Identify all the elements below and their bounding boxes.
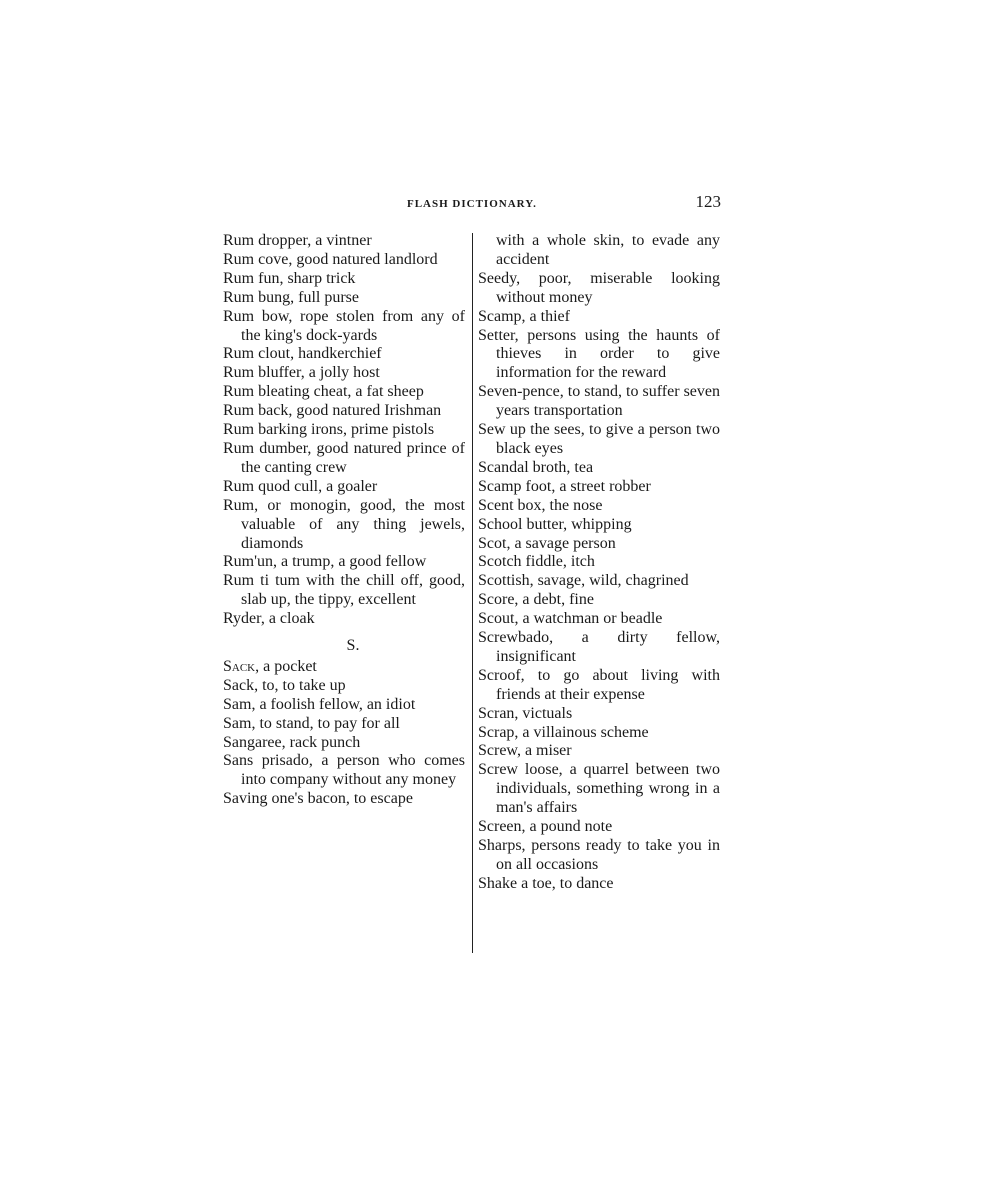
dictionary-entry: Seedy, poor, miserable looking without money <box>478 269 720 306</box>
dictionary-entry: Sam, to stand, to pay for all <box>223 714 400 732</box>
dictionary-entry: Seven-pence, to stand, to suffer seven years transportation <box>478 383 720 420</box>
dictionary-entry: Rum cove, good natured landlord <box>223 250 438 268</box>
dictionary-entry: School butter, whipping <box>478 515 632 533</box>
dictionary-entry: Screw, a miser <box>478 742 572 760</box>
dictionary-entry: Ryder, a cloak <box>223 610 315 628</box>
column-divider <box>472 233 473 953</box>
dictionary-entry: Setter, persons using the haunts of thieves in order to give information for the reward <box>478 326 720 382</box>
section-heading: S. <box>346 637 360 655</box>
left-column <box>223 232 465 809</box>
entry-headword: Sack <box>223 657 256 675</box>
dictionary-entry <box>223 658 465 677</box>
dictionary-entry: Scrap, a villainous scheme <box>478 723 649 741</box>
dictionary-entry: Rum dropper, a vintner <box>223 232 372 249</box>
dictionary-entry: with a whole skin, to evade any accident <box>496 232 720 268</box>
dictionary-entry: Rum fun, sharp trick <box>223 269 356 287</box>
dictionary-entry: Scamp, a thief <box>478 307 570 325</box>
running-head <box>225 192 721 220</box>
dictionary-entry: Screwbado, a dirty fellow, insignificant <box>478 629 720 665</box>
dictionary-entry: Scamp foot, a street robber <box>478 477 651 495</box>
dictionary-entry: Rum barking irons, prime pistols <box>223 421 435 439</box>
dictionary-entry: Rum bleating cheat, a fat sheep <box>223 383 424 401</box>
dictionary-entry: Rum dumber, good natured prince of the canting crew <box>223 439 465 476</box>
dictionary-entry: Rum clout, handkerchief <box>223 345 382 363</box>
dictionary-entry: Scottish, savage, wild, chagrined <box>478 572 689 590</box>
dictionary-entry: Scent box, the nose <box>478 496 603 514</box>
dictionary-entry: Sack, to, to take up <box>223 676 346 694</box>
dictionary-entry: Shake a toe, to dance <box>478 874 614 892</box>
dictionary-entry: Rum back, good natured Irishman <box>223 402 442 420</box>
dictionary-entry: Sangaree, rack punch <box>223 733 361 751</box>
running-title: FLASH DICTIONARY. <box>407 198 537 210</box>
dictionary-entry: Rum bow, rope stolen from any of the king's dock-yards <box>223 307 465 344</box>
dictionary-entry: Scot, a savage person <box>478 534 616 552</box>
dictionary-entry: Sharps, persons ready to take you in on all occasions <box>478 837 720 873</box>
dictionary-entry: Rum'un, a trump, a good fellow <box>223 553 427 571</box>
dictionary-entry: Score, a debt, fine <box>478 591 594 609</box>
dictionary-entry: Scout, a watchman or beadle <box>478 610 663 628</box>
dictionary-entry: Sam, a foolish fellow, an idiot <box>223 695 416 713</box>
dictionary-entry: Scran, victuals <box>478 704 573 722</box>
dictionary-entry: Rum quod cull, a goaler <box>223 477 378 495</box>
dictionary-entry: Scandal broth, tea <box>478 458 594 476</box>
dictionary-entry: Scroof, to go about living with friends at their expense <box>478 666 720 703</box>
dictionary-entry: Rum ti tum with the chill off, good, slab up, the tippy, excellent <box>223 572 465 609</box>
page-number: 123 <box>695 192 721 211</box>
dictionary-entry: Rum bluffer, a jolly host <box>223 364 380 382</box>
entry-definition: , a pocket <box>255 657 317 675</box>
right-column <box>478 232 720 894</box>
dictionary-entry: Screen, a pound note <box>478 818 613 836</box>
dictionary-entry: Rum bung, full purse <box>223 288 359 306</box>
dictionary-entry: Scotch fiddle, itch <box>478 553 595 571</box>
dictionary-entry: Sans prisado, a person who comes into company without any money <box>223 752 465 789</box>
dictionary-entry: Saving one's bacon, to escape <box>223 790 413 808</box>
dictionary-entry: Rum, or monogin, good, the most valuable of any thing jewels, diamonds <box>223 496 465 552</box>
dictionary-entry: Screw loose, a quarrel between two individuals, something wrong in a man's affairs <box>478 761 720 817</box>
dictionary-entry: Sew up the sees, to give a person two black eyes <box>478 421 720 457</box>
